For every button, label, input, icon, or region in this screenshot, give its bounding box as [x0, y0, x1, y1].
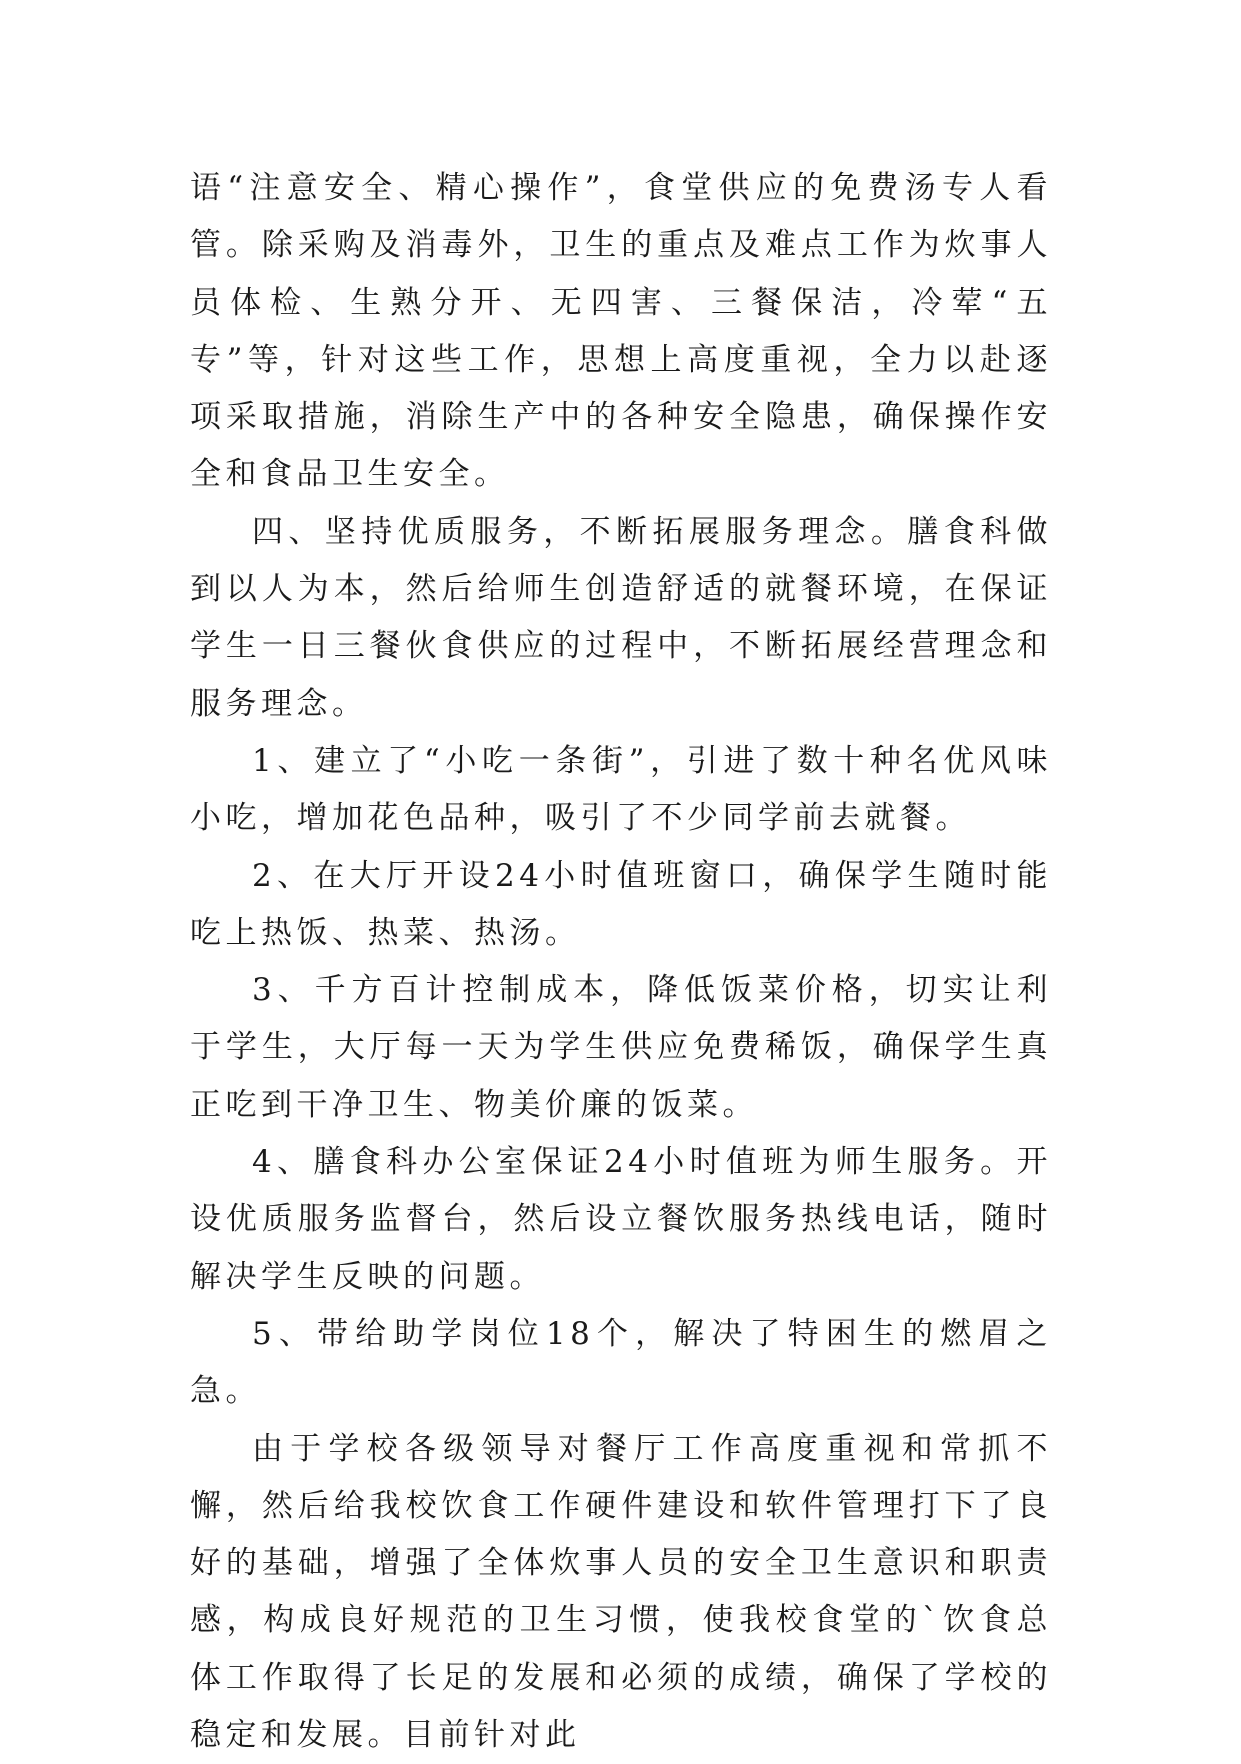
- paragraph-item-3: 3、千方百计控制成本，降低饭菜价格，切实让利于学生，大厅每一天为学生供应免费稀饭，确保学生真正吃到干净卫生、物美价廉的饭菜。: [190, 972, 1052, 1123]
- paragraph-quality-service: 四、坚持优质服务，不断拓展服务理念。膳食科做到以人为本，然后给师生创造舒适的就餐环境，在保证学生一日三餐伙食供应的过程中，不断拓展经营理念和服务理念。: [190, 513, 1052, 722]
- paragraph-item-1: 1、建立了“小吃一条街”，引进了数十种名优风味小吃，增加花色品种，吸引了不少同学前去就餐。: [190, 742, 1052, 837]
- document-body: [190, 160, 1052, 1764]
- paragraph-conclusion: 由于学校各级领导对餐厅工作高度重视和常抓不懈，然后给我校饮食工作硬件建设和软件管理打下了良好的基础，增强了全体炊事人员的安全卫生意识和职责感，构成良好规范的卫生习惯，使我校食堂的`饮食总体工作取得了长足的发展和必须的成绩，确保了学校的稳定和发展。目前针对此: [190, 1430, 1052, 1754]
- paragraph-safety-hygiene: 语“注意安全、精心操作”，食堂供应的免费汤专人看管。除采购及消毒外，卫生的重点及难点工作为炊事人员体检、生熟分开、无四害、三餐保洁，冷荤“五专”等，针对这些工作，思想上高度重视，全力以赴逐项采取措施，消除生产中的各种安全隐患，确保操作安全和食品卫生安全。: [190, 170, 1052, 493]
- paragraph-item-2: 2、在大厅开设24小时值班窗口，确保学生随时能吃上热饭、热菜、热汤。: [190, 857, 1052, 951]
- paragraph-item-4: 4、膳食科办公室保证24小时值班为师生服务。开设优质服务监督台，然后设立餐饮服务热线电话，随时解决学生反映的问题。: [190, 1144, 1052, 1295]
- paragraph-item-5: 5、带给助学岗位18个，解决了特困生的燃眉之急。: [190, 1315, 1052, 1410]
